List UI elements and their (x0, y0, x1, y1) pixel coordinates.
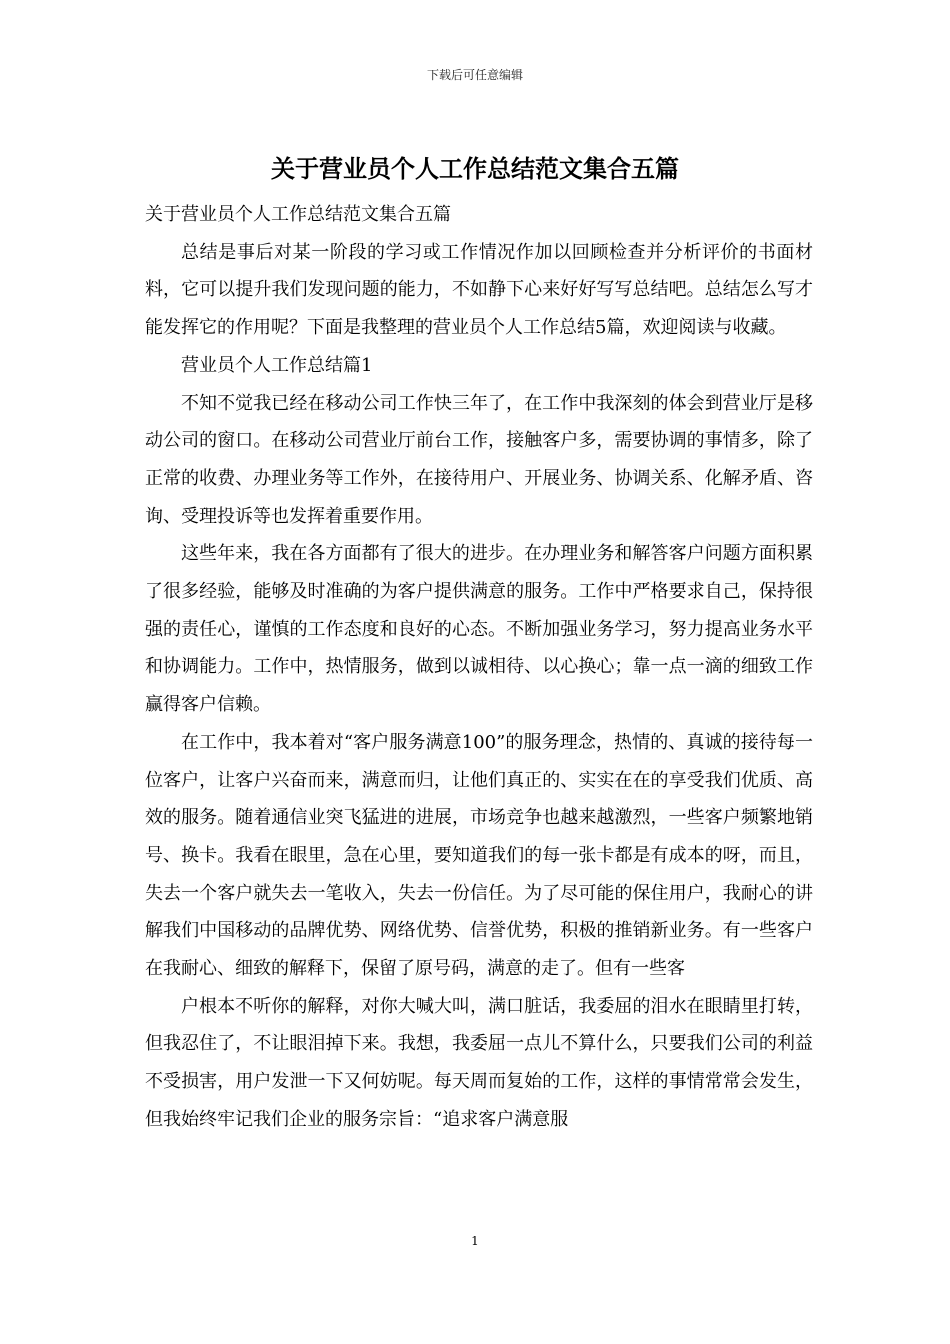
body-paragraph: 不知不觉我已经在移动公司工作快三年了，在工作中我深刻的体会到营业厅是移动公司的窗口。在移动公司营业厅前台工作，接触客户多，需要协调的事情多，除了正常的收费、办理业务等工作外，在接待用户、开展业务、协调关系、化解矛盾、咨询、受理投诉等也发挥着重要作用。 (145, 392, 813, 527)
section-heading: 营业员个人工作总结篇1 (181, 354, 373, 376)
subtitle-paragraph: 关于营业员个人工作总结范文集合五篇 (145, 204, 451, 225)
document-title: 关于营业员个人工作总结范文集合五篇 (271, 154, 679, 183)
body-paragraph: 这些年来，我在各方面都有了很大的进步。在办理业务和解答客户问题方面积累了很多经验，能够及时准确的为客户提供满意的服务。工作中严格要求自己，保持很强的责任心，谨慎的工作态度和良好的心态。不断加强业务学习，努力提高业务水平和协调能力。工作中，热情服务，做到以诚相待、以心换心；靠一点一滴的细致工作赢得客户信赖。 (145, 543, 813, 716)
body-paragraph: 在工作中，我本着对“客户服务满意100”的服务理念，热情的、真诚的接待每一位客户，让客户兴奋而来，满意而归，让他们真正的、实实在在的享受我们优质、高效的服务。随着通信业突飞猛进的进展，市场竞争也越来越激烈，一些客户频繁地销号、换卡。我看在眼里，急在心里，要知道我们的每一张卡都是有成本的呀，而且，失去一个客户就失去一笔收入，失去一份信任。为了尽可能的保住用户，我耐心的讲解我们中国移动的品牌优势、网络优势、信誉优势，积极的推销新业务。有一些客户在我耐心、细致的解释下，保留了原号码，满意的走了。但有一些客 (145, 731, 813, 980)
body-paragraph: 户根本不听你的解释，对你大喊大叫，满口脏话，我委屈的泪水在眼睛里打转，但我忍住了，不让眼泪掉下来。我想，我委屈一点儿不算什么，只要我们公司的利益不受损害，用户发泄一下又何妨呢。每天周而复始的工作，这样的事情常常会发生，但我始终牢记我们企业的服务宗旨：“追求客户满意服 (145, 995, 813, 1130)
page-number: 1 (471, 1234, 479, 1248)
document-body (145, 196, 813, 1139)
body-paragraph: 总结是事后对某一阶段的学习或工作情况作加以回顾检查并分析评价的书面材料，它可以提升我们发现问题的能力，不如静下心来好好写写总结吧。总结怎么写才能发挥它的作用呢？下面是我整理的营业员个人工作总结5篇，欢迎阅读与收藏。 (145, 241, 813, 339)
header-note: 下载后可任意编辑 (426, 68, 523, 82)
